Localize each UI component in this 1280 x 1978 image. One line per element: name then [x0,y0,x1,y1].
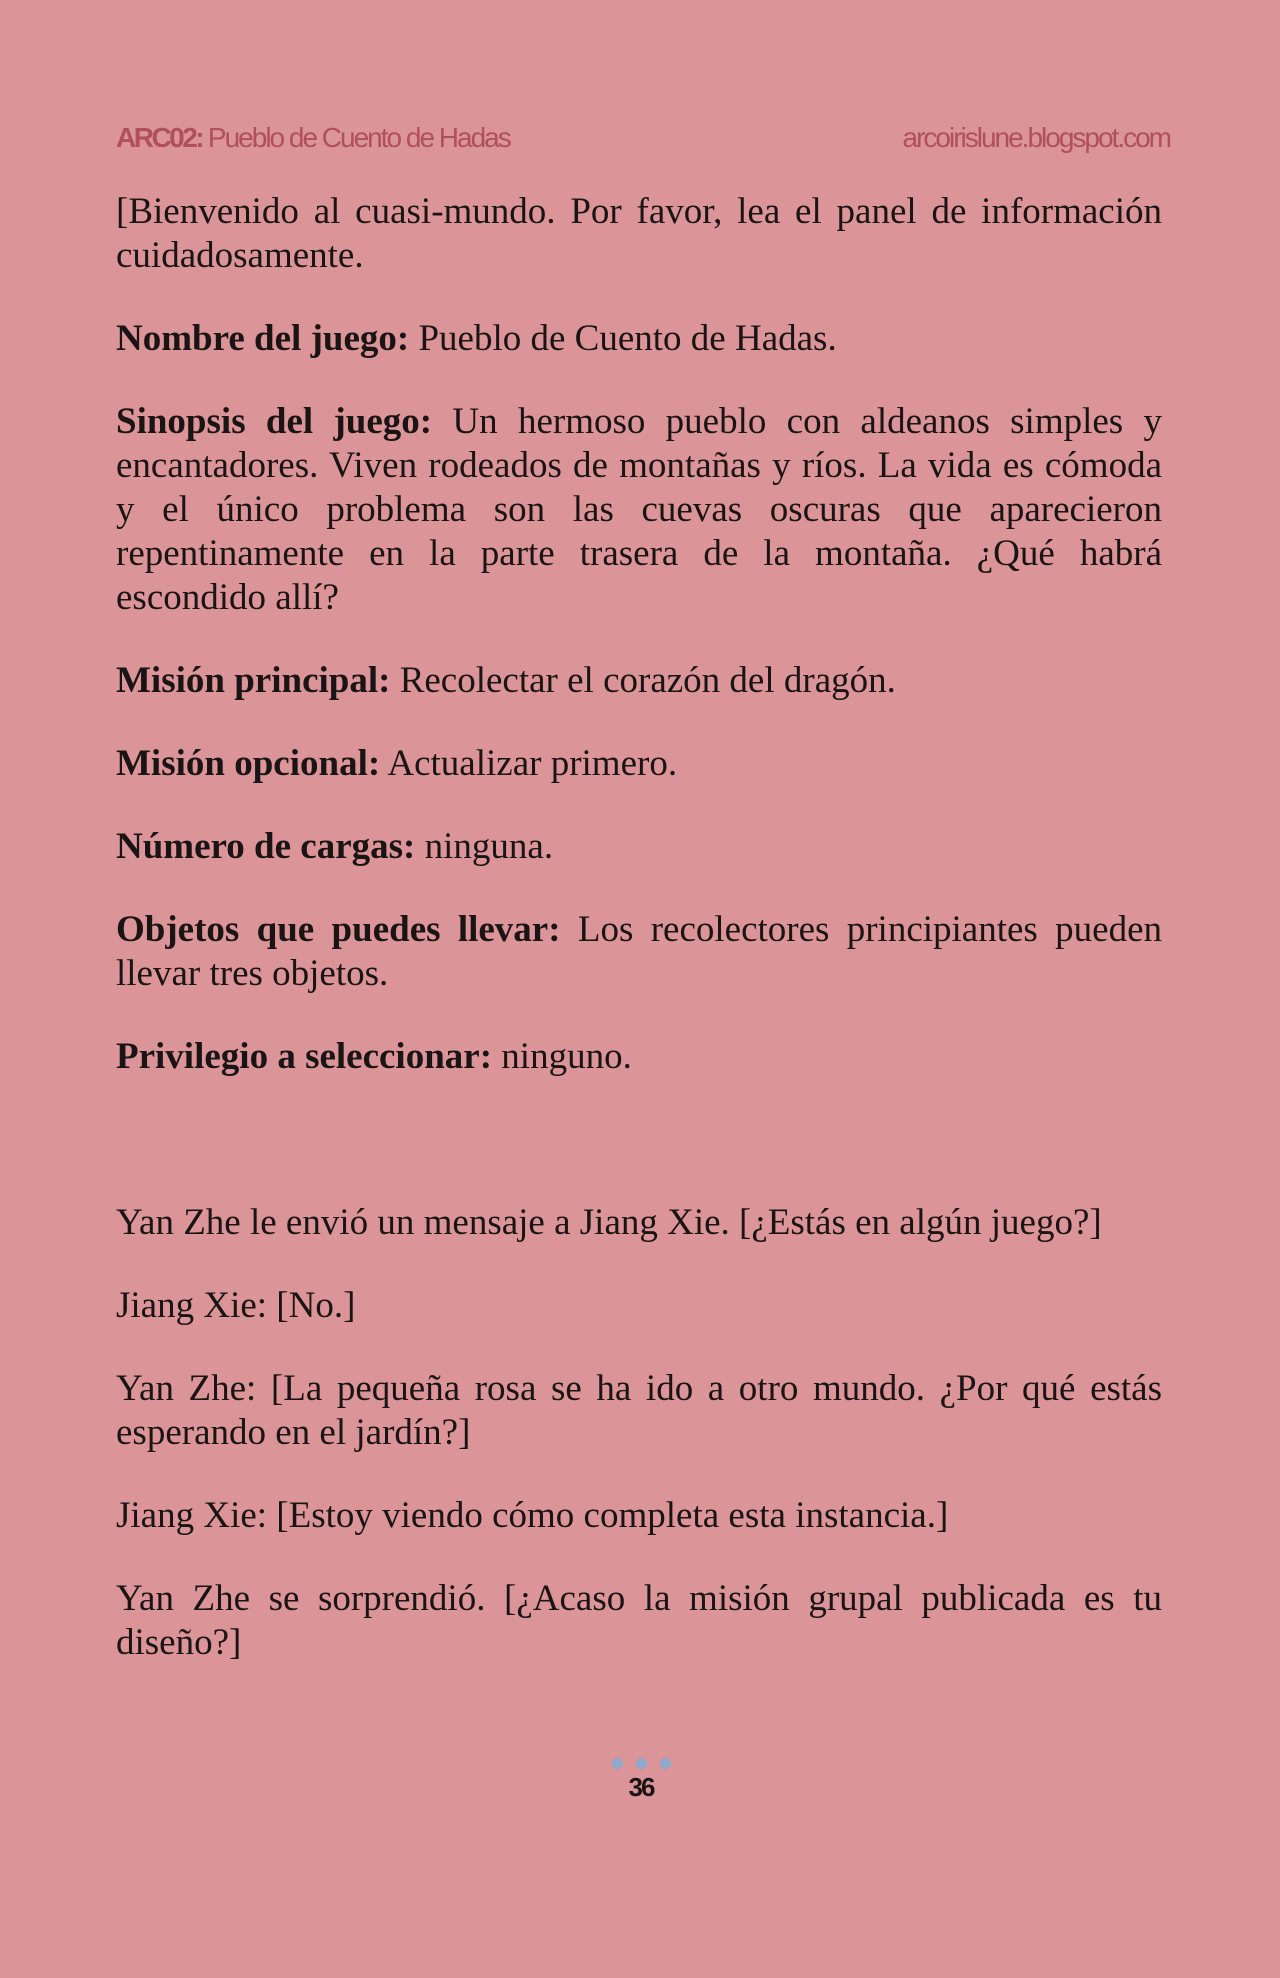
field-value: Actualizar primero. [380,743,678,784]
field-value: ninguna. [415,826,554,867]
dialogue-line: Jiang Xie: [No.] [116,1285,356,1326]
field-game-name [116,317,1162,361]
field-label: Nombre del juego: [116,318,410,359]
book-title [116,122,510,154]
field-label: Privilegio a seleccionar: [116,1036,493,1077]
arc-code: ARC02: [116,122,203,153]
dialogue-line: Yan Zhe le envió un mensaje a Jiang Xie. [¿Estás en algún juego?] [116,1202,1102,1243]
field-label: Objetos que puedes llevar: [116,909,561,950]
field-label: Misión principal: [116,660,391,701]
arc-title: Pueblo de Cuento de Hadas [207,122,510,153]
field-carry-objects [116,908,1162,996]
field-number-of-charges [116,825,1162,869]
page-header [116,120,1170,156]
field-value: Los recolectores principiantes pueden llevar tres objetos. [116,909,1162,994]
ornament-dots-icon [2,1758,1280,1770]
field-main-mission [116,659,1162,703]
dot [612,1758,623,1769]
field-value: ninguno. [492,1036,632,1077]
blog-url: arcoirislune.blogspot.com [902,122,1170,153]
field-value: Un hermoso pueblo con aldeanos simples y encantadores. Viven rodeados de montañas y ríos. La vida es cómoda y el único problema son las cuevas oscuras que aparecieron repentinamente en la parte trasera de la montaña. ¿Qué habrá escondido allí? [116,401,1162,618]
intro-paragraph: [Bienvenido al cuasi-mundo. Por favor, lea el panel de información cuidadosamente. [116,191,1162,276]
field-game-synopsis [116,400,1162,620]
section-spacer [116,1118,1162,1201]
field-label: Misión opcional: [116,743,381,784]
dot [636,1758,647,1769]
field-value: Recolectar el corazón del dragón. [390,660,896,701]
dialogue-line: Jiang Xie: [Estoy viendo cómo completa esta instancia.] [116,1495,949,1536]
page-number: 36 [628,1772,654,1802]
field-value: Pueblo de Cuento de Hadas. [409,318,837,359]
dot [660,1758,671,1769]
field-optional-mission [116,742,1162,786]
page-footer [0,1758,1280,1803]
dialogue-line: Yan Zhe se sorprendió. [¿Acaso la misión grupal publicada es tu diseño?] [116,1578,1162,1663]
page-content [116,190,1162,1704]
field-label: Número de cargas: [116,826,416,867]
field-privilege [116,1035,1162,1079]
dialogue-line: Yan Zhe: [La pequeña rosa se ha ido a otro mundo. ¿Por qué estás esperando en el jardín?] [116,1368,1162,1453]
field-label: Sinopsis del juego: [116,401,433,442]
